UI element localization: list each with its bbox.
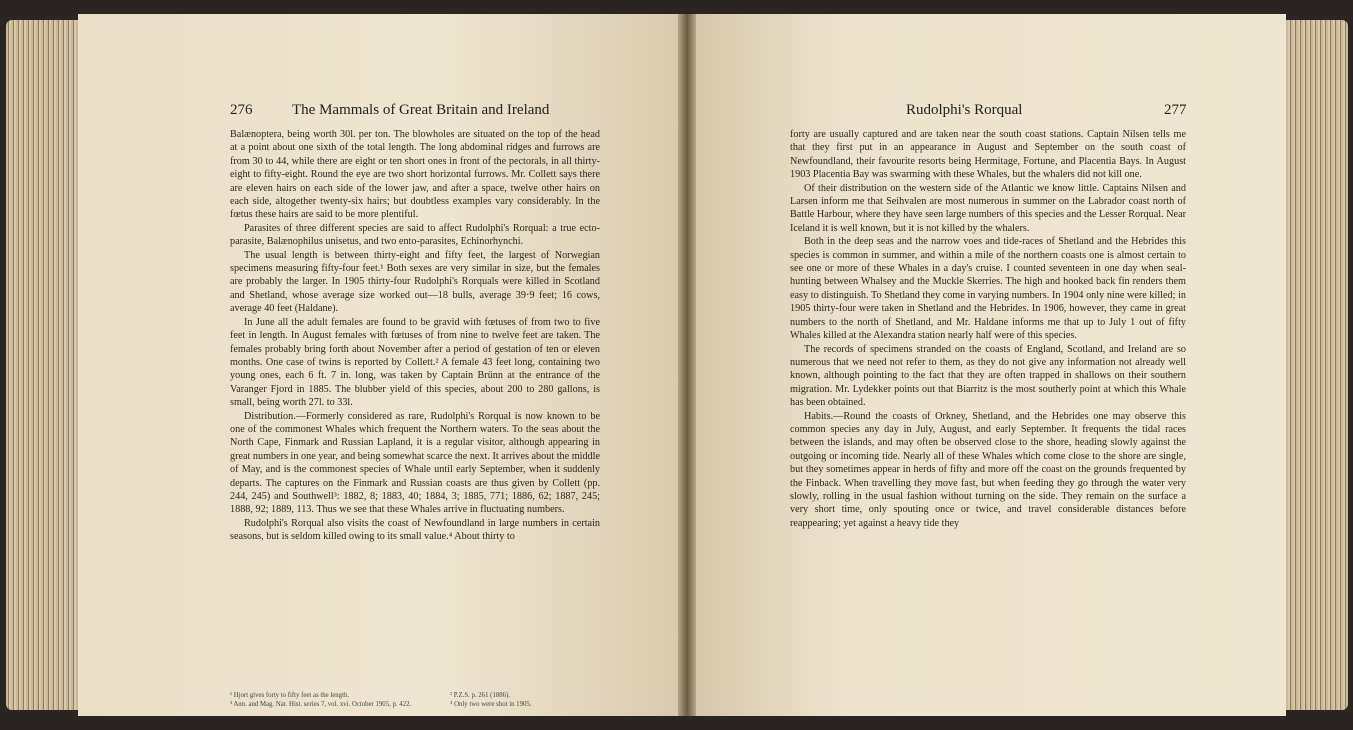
book-gutter [678, 14, 696, 716]
paragraph: The usual length is between thirty-eight and fifty feet, the largest of Norwegian specimens measuring fifty-four feet.¹ Both sexes are very similar in size, but the females are probably the larger. In 1905 thirty-four Rudolphi's Rorquals were killed in Scotland and Shetland, whose average size worked out—18 bulls, average 39·9 feet; 16 cows, average 40 feet (Haldane). [230, 249, 600, 315]
paragraph: Of their distribution on the western side of the Atlantic we know little. Captains Nilsen and Larsen inform me that Seihvalen are most numerous in summer on the Labrador coast north of Battle Harbour, where they have seen large numbers of this species and the Lesser Rorqual. Near Iceland it is well known, but it is not killed by the whalers. [790, 182, 1186, 234]
paragraph: Both in the deep seas and the narrow voes and tide-races of Shetland and the Hebrides this species is common in summer, and within a mile of the northern coasts one is almost certain to see one or more of these Whales in a day's cruise. I counted seventeen in one day when seal-hunting between Whalsey and the Muckle Skerries. The high and hooked back fin renders them easy to distinguish. To Shetland they come in varying numbers. In 1904 only nine were killed; in 1905 thirty-four were taken in Shetland and the Hebrides. In 1906, however, they came in great numbers to the north of Shetland, and Mr. Haldane informs me that up to July 1 out of fifty Whales killed at the Alexandra station nearly half were of this species. [790, 236, 1186, 342]
open-book [6, 8, 1348, 723]
paragraph: The records of specimens stranded on the coasts of England, Scotland, and Ireland are so numerous that we need not refer to them, as they do not give any information not already well known, although pointing to the fact that they are often trapped in shallows on their southern migration. Mr. Lydekker points out that Biarritz is the most southerly point at which this Whale has been obtained. [790, 343, 1186, 409]
footnote: ⁴ Only two were shot in 1905. [450, 701, 532, 708]
left-title: The Mammals of Great Britain and Ireland [292, 102, 550, 118]
footnote: ² P.Z.S. p. 261 (1886). [450, 692, 511, 699]
paragraph: Distribution.—Formerly considered as rare, Rudolphi's Rorqual is now known to be one of the commonest Whales which frequent the Northern waters. To the seas about the North Cape, Finmark and Russian Lapland, it is a regular visitor, although appearing in great numbers in one year, and being somewhat scarce the next. It arrives about the middle of May, and is the commonest species of Whale until early September, when it suddenly departs. The captures on the Finmark and Russian coasts are thus given by Collett (pp. 244, 245) and Southwell³: 1882, 8; 1883, 40; 1884, 3; 1885, 771; 1886, 62; 1887, 245; 1888, 92; 1889, 113. Thus we see that these Whales arrive in fluctuating numbers. [230, 410, 600, 516]
right-body-text [790, 128, 1186, 530]
right-page [696, 14, 1286, 716]
paragraph: Balænoptera, being worth 30l. per ton. The blowholes are situated on the top of the head at a point about one sixth of the total length. The long abdominal ridges and furrows are from 30 to 44, while there are eight or ten short ones in front of the pectorals, in all thirty-eight to fifty-eight. Round the eye are two short horizontal furrows. Mr. Collett says there are eleven hairs on each side of the lower jaw, and after a space, twelve other hairs on each side, altogether twenty-six hairs; but doubtless examples vary considerably. In the fœtus these hairs are said to be more plentiful. [230, 129, 600, 221]
footnote: ¹ Hjort gives forty to fifty feet as the length. [230, 692, 350, 699]
left-page-number: 276 [230, 102, 253, 118]
page-edges-right [1278, 20, 1348, 710]
right-page-number: 277 [1164, 102, 1187, 118]
right-title: Rudolphi's Rorqual [906, 102, 1023, 118]
page-edges-left [6, 20, 86, 710]
left-page [78, 14, 678, 716]
left-body-text [230, 128, 600, 544]
paragraph: Parasites of three different species are said to affect Rudolphi's Rorqual: a true ecto-parasite, Balænophilus unisetus, and two ento-parasites, Echinorhynchi. [230, 222, 600, 248]
paragraph: forty are usually captured and are taken near the south coast stations. Captain Nilsen tells me that they first put in an appearance in August and September on the south coast of Newfoundland, their favourite resorts being Hermitage, Fortune, and Placentia Bays. In August 1903 Placentia Bay was swarming with these Whales, but the whalers did not kill one. [790, 129, 1186, 181]
footnote: ³ Ann. and Mag. Nat. Hist. series 7, vol. xvi. October 1905, p. 422. [230, 701, 412, 708]
footnotes-left-column [230, 691, 430, 709]
footnotes-right-column [450, 691, 610, 709]
paragraph: Rudolphi's Rorqual also visits the coast of Newfoundland in large numbers in certain seasons, but is seldom killed owing to its small value.⁴ About thirty to [230, 517, 600, 543]
paragraph: Habits.—Round the coasts of Orkney, Shetland, and the Hebrides one may observe this common species any day in July, August, and early September. It frequents the tidal races between the islands, and may often be observed close to the shore, heading slowly against the outgoing or incoming tide. Nearly all of these Whales which come close to the shore are single, but they sometimes appear in herds of fifty and more off the coast on the grounds frequented by the Finback. When travelling they move fast, but when feeding they go through the water very slowly, rolling in the usual fashion without turning on the side. They remain on the surface a very short time, only spouting once or twice, and travel considerable distances before reappearing; yet against a heavy tide they [790, 410, 1186, 529]
paragraph: In June all the adult females are found to be gravid with fœtuses of from two to five feet in length. In August females with fœtuses of from nine to twelve feet are taken. The females probably bring forth about November after a period of gestation of ten or eleven months. One case of twins is reported by Collett.² A female 43 feet long, containing two young ones, each 6 ft. 7 in. long, was taken by Captain Brünn at the entrance of the Varanger Fjord in 1885. The blubber yield of this species, about 200 to 280 gallons, is small, being worth 27l. to 33l. [230, 316, 600, 409]
